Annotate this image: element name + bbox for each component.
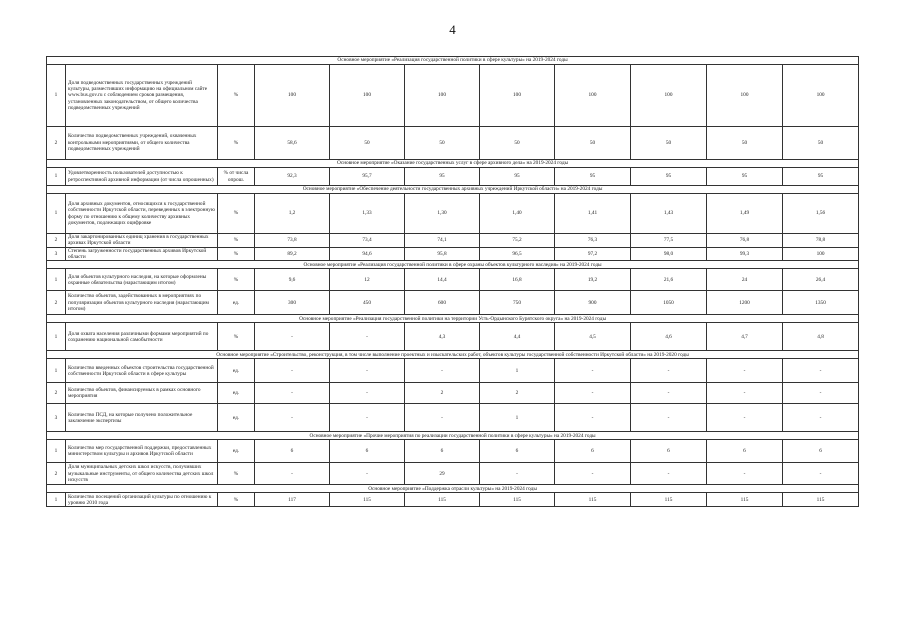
value-cell: 95 [707,168,783,186]
value-cell: 115 [783,493,859,507]
value-cell: - [555,463,631,485]
value-cell: 4,6 [631,323,707,351]
page-number: 4 [449,22,456,37]
value-cell: 6 [405,440,480,463]
value-cell: 6 [707,440,783,463]
indicator-name: Количество ПСД, на которые получено положительное заключение экспертизы [66,404,218,432]
value-cell: 1,30 [405,194,480,234]
value-cell: - [255,383,330,404]
unit-cell: ед. [218,291,255,315]
value-cell: 16,8 [480,269,555,291]
value-cell: 50 [480,127,555,160]
section-title: Основное мероприятие «Реализация государственной политики в сфере культуры» на 2019-2024 годы [47,57,859,65]
unit-cell: % [218,194,255,234]
value-cell: 95,8 [405,247,480,261]
value-cell: 73,4 [330,234,405,248]
section-title: Основное мероприятие «Прочие мероприятия по реализации государственной политики в сфере культуры» на 2019-2024 годы [47,432,859,440]
value-cell: 2 [480,383,555,404]
section-title: Основное мероприятие «Строительство, реконструкция, в том числе выполнение проектных и изыскательских работ, объектов культуры государственной собственности Иркутской области» на 2019-2020 годы [47,351,859,359]
value-cell: 1,41 [555,194,631,234]
section-header-row [47,485,859,493]
value-cell: - [330,323,405,351]
value-cell: - [555,359,631,383]
section-title: Основное мероприятие «Реализация государственной политики на территории Усть-Ордынского Бурятского округа» на 2019-2024 годы [47,315,859,323]
value-cell: 6 [255,440,330,463]
section-header-row [47,160,859,168]
table-row [47,168,859,186]
value-cell: - [631,359,707,383]
indicator-name: Степень загруженности государственных архивов Иркутской области [66,247,218,261]
row-number: 1 [47,440,66,463]
value-cell: 95 [480,168,555,186]
value-cell: 50 [707,127,783,160]
value-cell: - [707,404,783,432]
value-cell: - [405,404,480,432]
value-cell: 50 [330,127,405,160]
table-row [47,493,859,507]
value-cell: 78,8 [783,234,859,248]
indicator-name: Доля объектов культурного наследия, на которые оформлены охранные обязательства (нарастающим итогом) [66,269,218,291]
value-cell: 6 [631,440,707,463]
indicator-name: Количество посещений организаций культуры по отношению к уровню 2010 года [66,493,218,507]
value-cell: - [555,404,631,432]
value-cell: - [255,404,330,432]
value-cell: 4,8 [783,323,859,351]
indicators-table [46,56,859,507]
value-cell: 14,4 [405,269,480,291]
value-cell: 100 [405,65,480,127]
indicator-name: Количество объектов, финансируемых в рамках основного мероприятия [66,383,218,404]
value-cell: - [707,463,783,485]
value-cell: - [330,463,405,485]
row-number: 1 [47,323,66,351]
section-header-row [47,315,859,323]
value-cell: 19,2 [555,269,631,291]
unit-cell: % [218,463,255,485]
table-row [47,127,859,160]
unit-cell: ед. [218,404,255,432]
table-row [47,247,859,261]
value-cell: 1 [480,359,555,383]
value-cell: - [631,383,707,404]
table-row [47,404,859,432]
row-number: 2 [47,127,66,160]
row-number: 1 [47,65,66,127]
value-cell: 95,7 [330,168,405,186]
value-cell: 450 [330,291,405,315]
value-cell: - [783,404,859,432]
table-row [47,440,859,463]
value-cell: 115 [631,493,707,507]
table-row [47,323,859,351]
row-number: 2 [47,234,66,248]
value-cell: 100 [707,65,783,127]
value-cell: 6 [783,440,859,463]
row-number: 1 [47,493,66,507]
table-row [47,383,859,404]
value-cell: 89,2 [255,247,330,261]
value-cell: 1,2 [255,194,330,234]
value-cell: - [707,359,783,383]
table-row [47,463,859,485]
value-cell: 95 [631,168,707,186]
value-cell: - [255,359,330,383]
value-cell: 21,6 [631,269,707,291]
row-number: 1 [47,194,66,234]
value-cell: - [631,463,707,485]
value-cell: 1200 [707,291,783,315]
value-cell: 73,8 [255,234,330,248]
value-cell: 4,4 [480,323,555,351]
unit-cell: % [218,323,255,351]
value-cell: 29 [405,463,480,485]
value-cell: - [480,463,555,485]
unit-cell: % [218,493,255,507]
unit-cell: % от числа опрош. [218,168,255,186]
value-cell: 74,1 [405,234,480,248]
value-cell: 96,5 [480,247,555,261]
value-cell: 98,0 [631,247,707,261]
row-number: 3 [47,247,66,261]
value-cell: 76,8 [707,234,783,248]
value-cell: 6 [480,440,555,463]
table-row [47,291,859,315]
value-cell: 24 [707,269,783,291]
value-cell: 26,4 [783,269,859,291]
value-cell: 115 [707,493,783,507]
value-cell: 50 [405,127,480,160]
value-cell: 99,3 [707,247,783,261]
value-cell: 100 [783,247,859,261]
row-number: 1 [47,168,66,186]
value-cell: - [783,383,859,404]
value-cell: 97,2 [555,247,631,261]
unit-cell: % [218,234,255,248]
value-cell: - [631,404,707,432]
value-cell: 50 [783,127,859,160]
value-cell: 115 [405,493,480,507]
value-cell: - [555,383,631,404]
section-header-row [47,186,859,194]
value-cell: - [330,383,405,404]
value-cell: 100 [255,65,330,127]
value-cell: 94,6 [330,247,405,261]
value-cell: 115 [555,493,631,507]
value-cell: - [707,383,783,404]
row-number: 1 [47,269,66,291]
value-cell: - [330,359,405,383]
section-title: Основное мероприятие «Поддержка отрасли культуры» на 2019-2024 годы [47,485,859,493]
value-cell: 117 [255,493,330,507]
value-cell: 1,49 [707,194,783,234]
indicator-name: Доля закартонированных единиц хранения в государственных архивах Иркутской области [66,234,218,248]
row-number: 1 [47,359,66,383]
value-cell: 12 [330,269,405,291]
value-cell: 1050 [631,291,707,315]
value-cell: 95 [783,168,859,186]
indicator-name: Доля охвата населения различными формами мероприятий по сохранению национальной самобытности [66,323,218,351]
indicator-name: Количество подведомственных учреждений, охваченных контрольными мероприятиями, от общего количества подведомственных учреждений [66,127,218,160]
value-cell: 600 [405,291,480,315]
indicator-name: Количество мер государственной поддержки, предоставленных министерством культуры и архивов Иркутской области [66,440,218,463]
value-cell: 50 [555,127,631,160]
value-cell: - [405,359,480,383]
unit-cell: % [218,65,255,127]
value-cell: - [783,463,859,485]
value-cell: 100 [480,65,555,127]
value-cell: 4,3 [405,323,480,351]
value-cell: 77,5 [631,234,707,248]
section-title: Основное мероприятие «Реализация государственной политики в сфере охраны объектов культурного наследия» на 2019-2024 годы [47,261,859,269]
indicator-name: Количество введенных объектов строительства государственной собственности Иркутской области в сфере культуры [66,359,218,383]
value-cell: 6 [330,440,405,463]
value-cell: 115 [330,493,405,507]
value-cell: - [783,359,859,383]
row-number: 2 [47,291,66,315]
section-header-row [47,351,859,359]
value-cell: 1,56 [783,194,859,234]
value-cell: - [255,323,330,351]
value-cell: 95 [555,168,631,186]
unit-cell: % [218,127,255,160]
unit-cell: ед. [218,383,255,404]
value-cell: 9,6 [255,269,330,291]
unit-cell: ед. [218,359,255,383]
value-cell: 92,3 [255,168,330,186]
value-cell: 50 [631,127,707,160]
indicator-name: Доля подведомственных государственных учреждений культуры, разместивших информацию на официальном сайте www.bus.gov.ru с соблюдением сроков размещения, установленных законодательством, от общего количества подведомственных учреждений [66,65,218,127]
unit-cell: ед. [218,440,255,463]
section-header-row [47,57,859,65]
value-cell: 76,3 [555,234,631,248]
value-cell: 6 [555,440,631,463]
value-cell: 1 [480,404,555,432]
value-cell: 750 [480,291,555,315]
row-number: 2 [47,383,66,404]
value-cell: - [255,463,330,485]
row-number: 2 [47,463,66,485]
unit-cell: % [218,269,255,291]
value-cell: 58,6 [255,127,330,160]
value-cell: 4,5 [555,323,631,351]
value-cell: 100 [555,65,631,127]
section-title: Основное мероприятие «Оказание государственных услуг в сфере архивного дела» на 2019-2024 годы [47,160,859,168]
value-cell: - [330,404,405,432]
section-header-row [47,432,859,440]
value-cell: 75,2 [480,234,555,248]
value-cell: 100 [330,65,405,127]
section-title: Основное мероприятие «Обеспечение деятельности государственных архивных учреждений Иркутской области» на 2019-2024 годы [47,186,859,194]
value-cell: 900 [555,291,631,315]
table-row [47,194,859,234]
table-row [47,269,859,291]
value-cell: 115 [480,493,555,507]
value-cell: 1350 [783,291,859,315]
value-cell: 1,40 [480,194,555,234]
value-cell: 1,33 [330,194,405,234]
value-cell: 2 [405,383,480,404]
value-cell: 100 [631,65,707,127]
section-header-row [47,261,859,269]
table-row [47,234,859,248]
value-cell: 1,43 [631,194,707,234]
indicator-name: Доля муниципальных детских школ искусств, получивших музыкальные инструменты, от общего количества детских школ искусств [66,463,218,485]
indicator-name: Удовлетворенность пользователей доступностью к ретроспективной архивной информации (от числа опрошенных) [66,168,218,186]
value-cell: 100 [783,65,859,127]
indicator-name: Доля архивных документов, относящихся к государственной собственности Иркутской области, переведенных в электронную форму по отношению к общему количеству архивных документов, подлежащих оцифровке [66,194,218,234]
value-cell: 4,7 [707,323,783,351]
value-cell: 95 [405,168,480,186]
table-row [47,359,859,383]
unit-cell: % [218,247,255,261]
row-number: 3 [47,404,66,432]
value-cell: 300 [255,291,330,315]
indicator-name: Количество объектов, задействованных в мероприятиях по популяризации объектов культурного наследия (нарастающим итогом) [66,291,218,315]
table-row [47,65,859,127]
